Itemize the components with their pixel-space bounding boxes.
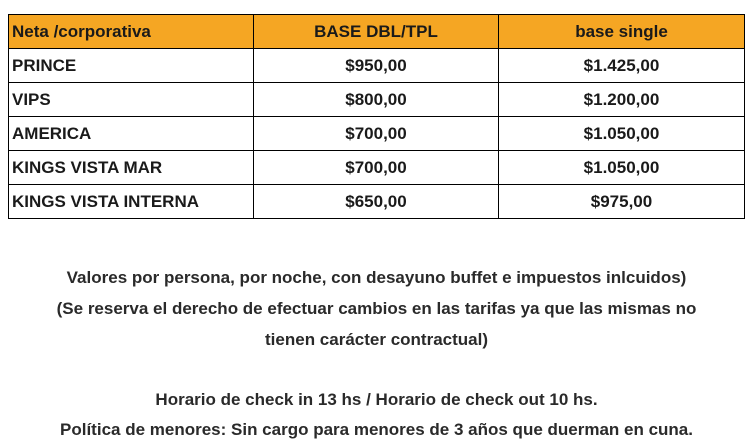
price-dbl-tpl: $950,00: [254, 49, 499, 83]
checkin-checkout-note: Horario de check in 13 hs / Horario de check out 10 hs.: [155, 390, 598, 409]
table-row: [9, 151, 745, 185]
table-row: [9, 49, 745, 83]
price-single: $1.425,00: [499, 49, 745, 83]
room-name: KINGS VISTA INTERNA: [9, 185, 254, 219]
price-single: $1.200,00: [499, 83, 745, 117]
price-single: $975,00: [499, 185, 745, 219]
minors-policy-note: Política de menores: Sin cargo para menores de 3 años que duerman en cuna.: [60, 420, 693, 439]
price-single: $1.050,00: [499, 117, 745, 151]
room-name: KINGS VISTA MAR: [9, 151, 254, 185]
header-rate-type: Neta /corporativa: [9, 15, 254, 49]
price-dbl-tpl: $700,00: [254, 117, 499, 151]
room-name: AMERICA: [9, 117, 254, 151]
header-base-dbl-tpl: BASE DBL/TPL: [254, 15, 499, 49]
table-header-row: [9, 15, 745, 49]
table-row: [9, 117, 745, 151]
pricing-note-line: (Se reserva el derecho de efectuar cambios en las tarifas ya que las mismas no: [56, 299, 697, 318]
table-row: [9, 185, 745, 219]
table-row: [9, 83, 745, 117]
room-name: VIPS: [9, 83, 254, 117]
price-dbl-tpl: $800,00: [254, 83, 499, 117]
policy-notes: [0, 385, 753, 445]
room-name: PRINCE: [9, 49, 254, 83]
pricing-note-line: Valores por persona, por noche, con desayuno buffet e impuestos inlcuidos): [66, 268, 687, 287]
price-dbl-tpl: $700,00: [254, 151, 499, 185]
price-single: $1.050,00: [499, 151, 745, 185]
rates-table: [8, 14, 745, 219]
header-base-single: base single: [499, 15, 745, 49]
price-dbl-tpl: $650,00: [254, 185, 499, 219]
pricing-notes: [0, 262, 753, 355]
pricing-note-line: tienen carácter contractual): [265, 330, 488, 349]
